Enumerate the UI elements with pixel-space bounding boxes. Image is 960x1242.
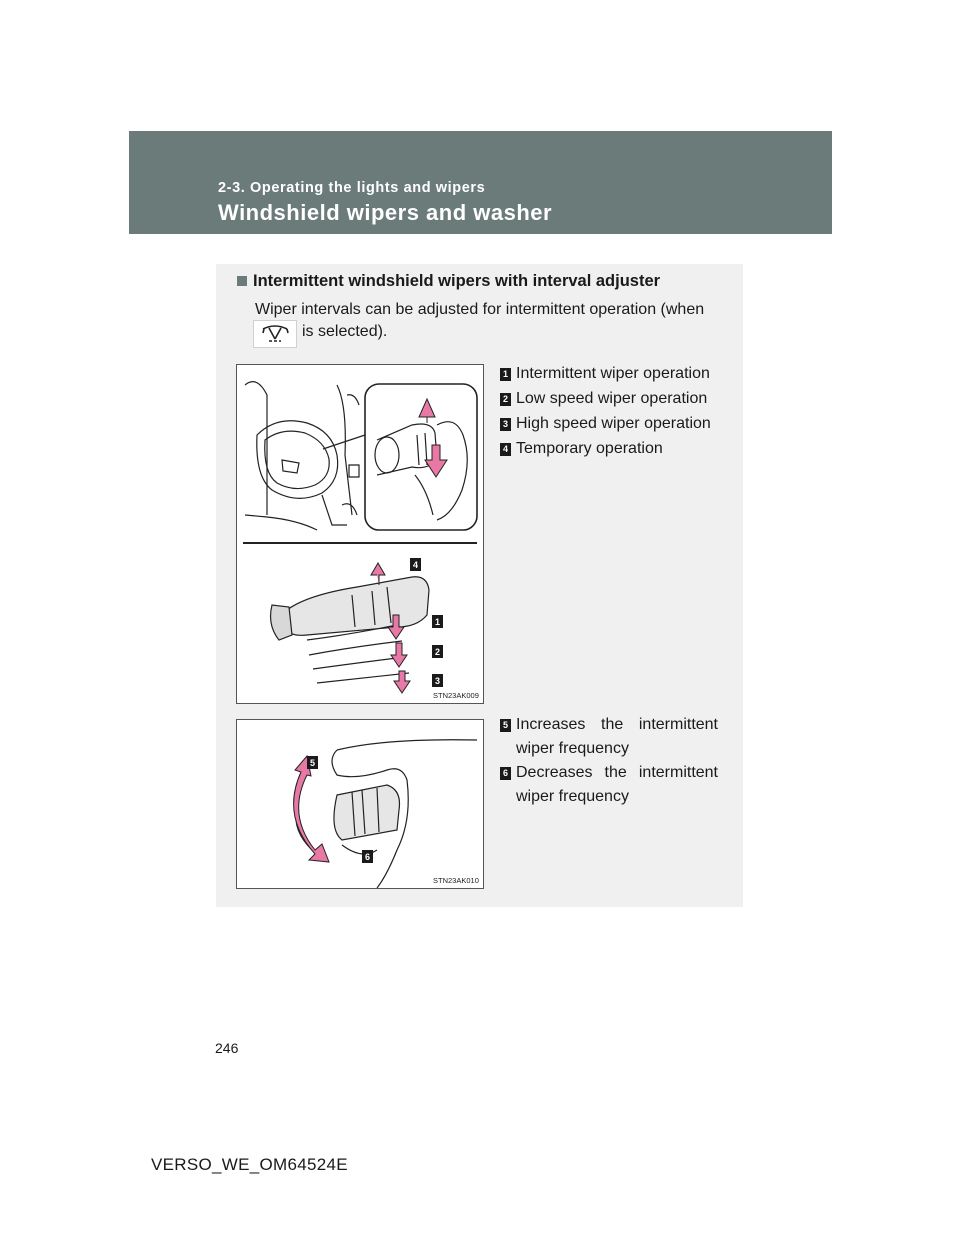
legend-item-2 <box>500 387 718 411</box>
intro-text-line2: is selected). <box>302 323 388 340</box>
legend-item-1 <box>500 362 718 386</box>
square-bullet-icon <box>237 276 247 286</box>
callout-6-label: 6 <box>364 852 371 862</box>
footer-doc-code: VERSO_WE_OM64524E <box>151 1155 348 1174</box>
figure1-code: STN23AK009 <box>433 691 479 700</box>
intermittent-wiper-icon <box>253 320 297 348</box>
legend-num-6: 6 <box>500 767 511 780</box>
legend-num-2: 2 <box>500 393 511 406</box>
page-title: Windshield wipers and washer <box>218 200 553 225</box>
legend-text-2: Low speed wiper operation <box>516 390 708 407</box>
legend-text-1: Intermittent wiper operation <box>516 365 710 382</box>
legend-text-5: Increases the intermittent wiper frequency <box>516 716 718 757</box>
page-number: 246 <box>215 1040 239 1056</box>
sub-heading: Intermittent windshield wipers with interval adjuster <box>253 272 661 290</box>
callout-3-label: 3 <box>434 676 441 686</box>
legend-text-3: High speed wiper operation <box>516 415 711 432</box>
figure2-code: STN23AK010 <box>433 876 479 885</box>
intro-text-line1: Wiper intervals can be adjusted for intermittent operation (when <box>255 301 705 318</box>
legend-text-6: Decreases the intermittent wiper frequency <box>516 764 718 805</box>
interval-adjuster-illustration <box>236 719 484 889</box>
legend-item-6 <box>500 761 718 809</box>
legend-num-3: 3 <box>500 418 511 431</box>
legend-item-5 <box>500 713 718 761</box>
legend-text-4: Temporary operation <box>516 440 663 457</box>
legend-num-4: 4 <box>500 443 511 456</box>
callout-2-label: 2 <box>434 647 441 657</box>
section-label: 2-3. Operating the lights and wipers <box>218 180 486 196</box>
legend-num-1: 1 <box>500 368 511 381</box>
legend-item-3 <box>500 412 718 436</box>
callout-4-label: 4 <box>412 560 419 570</box>
legend-item-4 <box>500 437 718 461</box>
callout-1-label: 1 <box>434 617 441 627</box>
callout-5-label: 5 <box>309 758 316 768</box>
legend-num-5: 5 <box>500 719 511 732</box>
wiper-lever-illustration <box>236 364 484 704</box>
